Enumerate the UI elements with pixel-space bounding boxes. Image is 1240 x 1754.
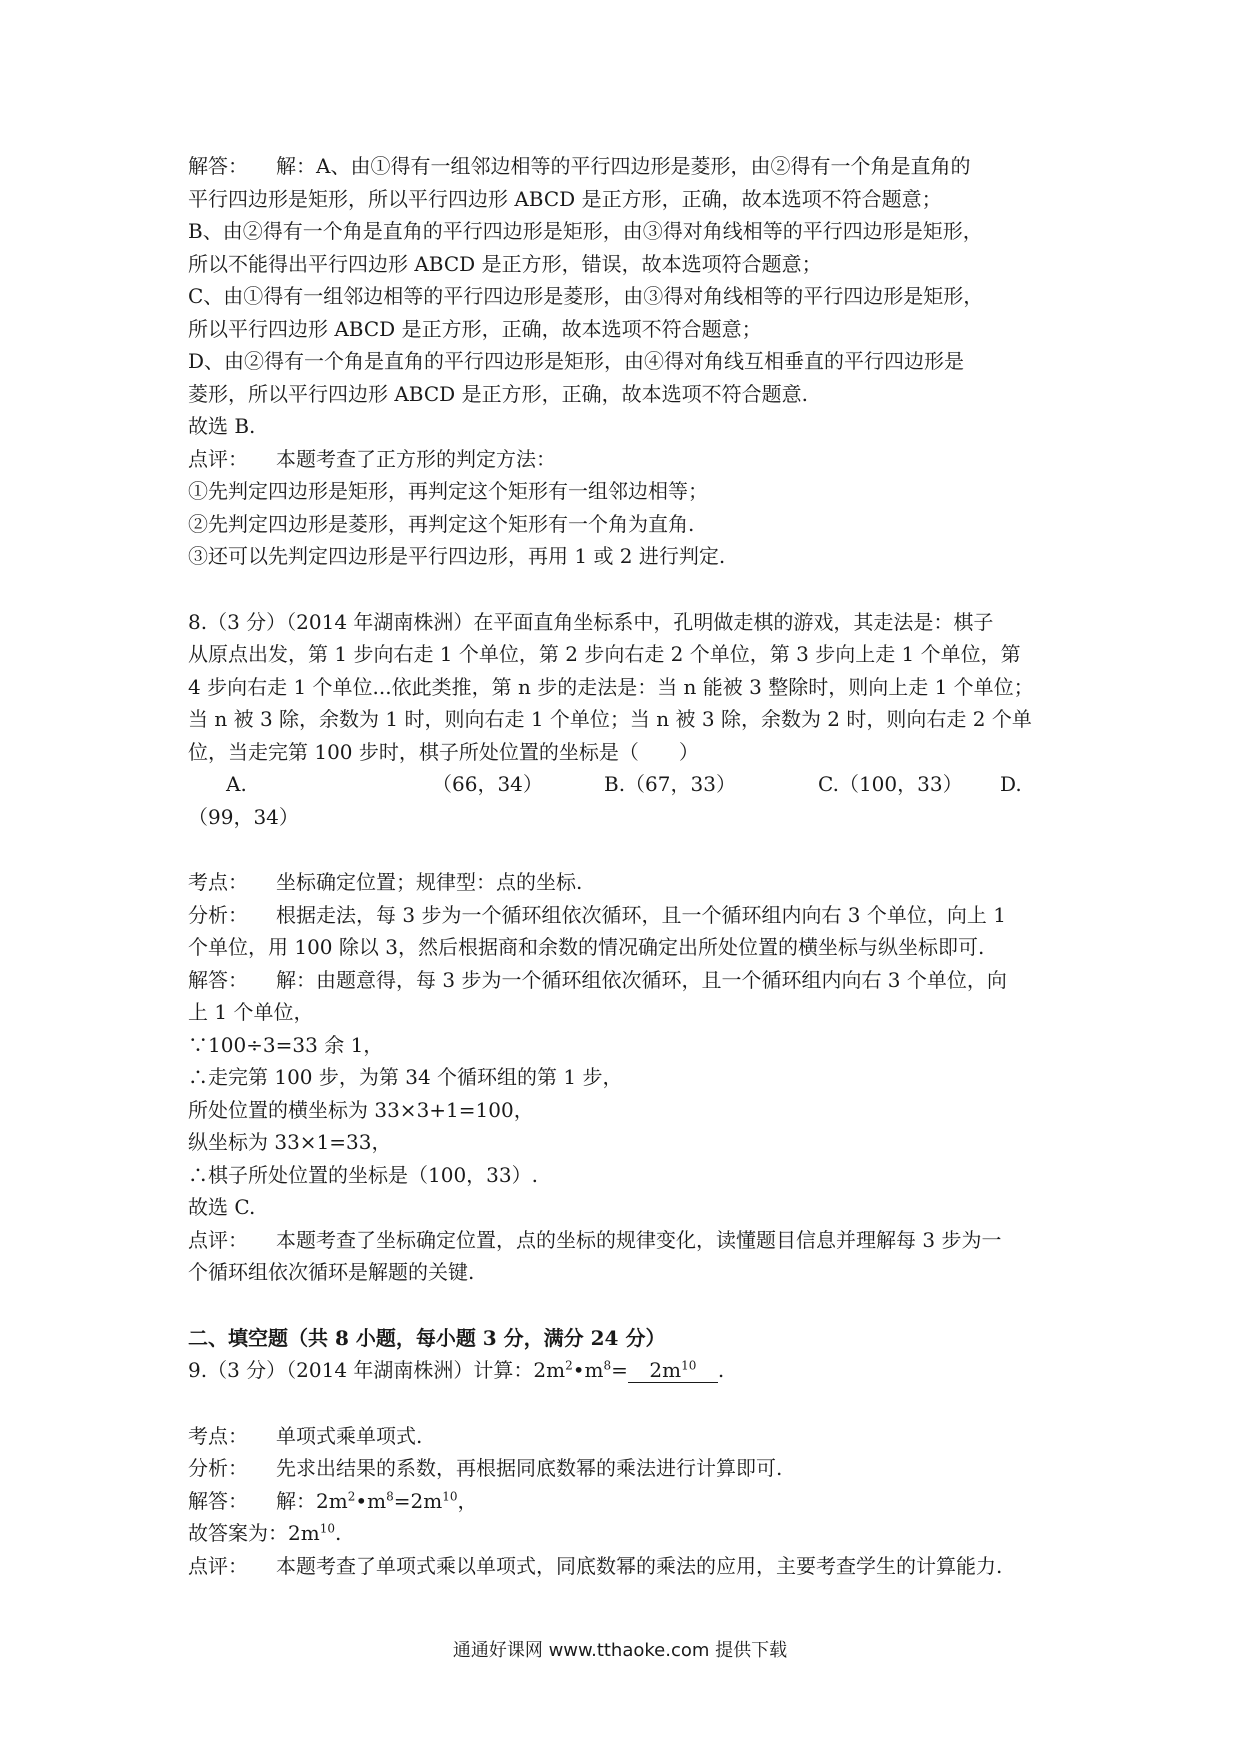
q7-comment-text: 本题考查了正方形的判定方法： — [276, 446, 556, 471]
q8-option-a-label: A. — [226, 772, 247, 796]
q9-comment-label: 点评： — [188, 1553, 248, 1578]
q8-answer-line-3: ∵100÷3=33 余 1， — [188, 1032, 384, 1057]
q8-analysis-text: 根据走法，每 3 步为一个循环组依次循环，且一个循环组内向右 3 个单位，向上 1 — [276, 902, 1006, 927]
q8-stem-line-4: 当 n 被 3 除，余数为 1 时，则向右走 1 个单位；当 n 被 3 除，余数为 2 时，则向右走 2 个单 — [188, 707, 1032, 731]
q8-comment-line-1 — [188, 1224, 1058, 1257]
q9-answer-exp-1: 2 — [347, 1488, 356, 1503]
q9-analysis-line — [188, 1452, 1058, 1485]
q8-analysis-line-1 — [188, 899, 1058, 932]
q9-answer-blank — [628, 1358, 718, 1383]
q8-choice: 故选 C. — [188, 1195, 256, 1219]
q7-answer-label: 解答： — [188, 154, 248, 178]
section-title: 二、填空题（共 8 小题，每小题 3 分，满分 24 分） — [188, 1325, 666, 1350]
q8-answer-line-2: 上 1 个单位， — [188, 1000, 314, 1024]
q8-comment-label: 点评： — [188, 1227, 248, 1252]
q9-comment-text: 本题考查了单项式乘以单项式，同底数幂的乘法的应用，主要考查学生的计算能力. — [276, 1553, 1003, 1578]
q9-bullet: •m — [572, 1358, 604, 1382]
q7-comment-line-2: ①先判定四边形是矩形，再判定这个矩形有一组邻边相等； — [188, 479, 708, 503]
q8-answer-line-4: ∴走完第 100 步，为第 34 个循环组的第 1 步， — [188, 1065, 623, 1089]
q8-comment-line-2: 个循环组依次循环是解题的关键. — [188, 1260, 475, 1284]
q9-exp-1: 2 — [565, 1358, 573, 1373]
q9-answer-line — [188, 1485, 1058, 1518]
q9-stem-text: 9.（3 分）（2014 年湖南株洲）计算：2m — [188, 1358, 566, 1382]
q9-analysis-text: 先求出结果的系数，再根据同底数幂的乘法进行计算即可. — [276, 1456, 783, 1480]
q7-answer-line-7: D、由②得有一个角是直角的平行四边形是矩形，由④得对角线互相垂直的平行四边形是 — [188, 349, 965, 373]
q9-final-a: 故答案为：2m — [188, 1521, 320, 1545]
q9-answer-b: •m — [355, 1488, 387, 1513]
footer-text: 通通好课网 www.tthaoke.com 提供下载 — [452, 1640, 788, 1661]
q8-option-c: C.（100，33） — [818, 772, 963, 796]
q7-answer-line-4: 所以不能得出平行四边形 ABCD 是正方形，错误，故本选项符合题意； — [188, 251, 822, 276]
q7-answer-line-6: 所以平行四边形 ABCD 是正方形，正确，故本选项不符合题意； — [188, 316, 762, 341]
q7-answer-line-3: B、由②得有一个角是直角的平行四边形是矩形，由③得对角线相等的平行四边形是矩形， — [188, 219, 983, 243]
q8-analysis-label: 分析： — [188, 902, 248, 927]
q9-answer-a: 解：2m — [276, 1488, 348, 1513]
q8-option-a-value: （66，34） — [432, 772, 543, 796]
q9-final-b: . — [334, 1521, 342, 1545]
q8-stem-line-5: 位，当走完第 100 步时，棋子所处位置的坐标是（ ） — [188, 739, 699, 764]
q9-point-text: 单项式乘单项式. — [276, 1423, 423, 1448]
q9-comment-line — [188, 1550, 1058, 1583]
q8-options-line — [188, 768, 1058, 801]
q9-blank-base: 2m — [649, 1358, 682, 1382]
q7-answer-line-2: 平行四边形是矩形，所以平行四边形 ABCD 是正方形，正确，故本选项不符合题意； — [188, 186, 942, 211]
q8-point-label: 考点： — [188, 870, 248, 894]
q9-answer-label: 解答： — [188, 1488, 248, 1513]
q8-answer-line-1 — [188, 964, 1058, 997]
q9-period: . — [717, 1358, 725, 1382]
q8-option-d-label: D. — [1000, 772, 1022, 796]
q8-stem-line-2: 从原点出发，第 1 步向右走 1 个单位，第 2 步向右走 2 个单位，第 3 步向上走 1 个单位，第 — [188, 642, 1021, 666]
q8-answer-text: 解：由题意得，每 3 步为一个循环组依次循环，且一个循环组内向右 3 个单位，向 — [276, 967, 1007, 992]
q9-answer-d: ， — [457, 1488, 478, 1513]
q9-final-line — [188, 1517, 1058, 1550]
q8-answer-line-5: 所处位置的横坐标为 33×3+1=100， — [188, 1097, 534, 1122]
q9-point-label: 考点： — [188, 1423, 248, 1448]
q7-answer-text: 解：A、由①得有一组邻边相等的平行四边形是菱形，由②得有一个角是直角的 — [276, 154, 971, 178]
q7-comment-line-4: ③还可以先判定四边形是平行四边形，再用 1 或 2 进行判定. — [188, 544, 726, 568]
q9-answer-exp-2: 8 — [386, 1488, 394, 1503]
q8-analysis-line-2: 个单位，用 100 除以 3，然后根据商和余数的情况确定出所处位置的横坐标与纵坐标即可. — [188, 935, 985, 959]
q9-stem — [188, 1354, 1058, 1387]
q9-final-exp: 10 — [319, 1521, 335, 1536]
q9-blank-exp: 10 — [681, 1358, 697, 1373]
q8-stem-line-1: 8.（3 分）（2014 年湖南株洲）在平面直角坐标系中，孔明做走棋的游戏，其走法是：棋子 — [188, 609, 994, 634]
q7-comment-line-1 — [188, 443, 1058, 476]
q9-answer-c: =2m — [393, 1488, 443, 1513]
q8-answer-line-6: 纵坐标为 33×1=33， — [188, 1130, 392, 1154]
q7-answer-line-1 — [188, 150, 1058, 183]
q9-analysis-label: 分析： — [188, 1456, 248, 1480]
q7-comment-line-3: ②先判定四边形是菱形，再判定这个矩形有一个角为直角. — [188, 511, 695, 536]
q9-answer-exp-3: 10 — [442, 1488, 458, 1503]
q8-option-b: B.（67，33） — [604, 772, 736, 796]
q8-point-line — [188, 866, 1058, 899]
q9-equals: = — [611, 1358, 628, 1382]
q8-comment-text: 本题考查了坐标确定位置，点的坐标的规律变化，读懂题目信息并理解每 3 步为一 — [276, 1227, 1002, 1252]
document-page — [188, 150, 1058, 1582]
q7-choice: 故选 B. — [188, 414, 256, 438]
q7-comment-label: 点评： — [188, 446, 248, 471]
q8-stem-line-3: 4 步向右走 1 个单位...依此类推，第 n 步的走法是：当 n 能被 3 整除时，则向上走 1 个单位； — [188, 674, 1034, 699]
q8-answer-line-7: ∴棋子所处位置的坐标是（100，33）. — [188, 1162, 538, 1187]
q9-exp-2: 8 — [603, 1358, 612, 1373]
q8-point-text: 坐标确定位置；规律型：点的坐标. — [276, 870, 583, 894]
q8-option-d-value: （99，34） — [188, 804, 299, 829]
q7-answer-line-8: 菱形，所以平行四边形 ABCD 是正方形，正确，故本选项不符合题意. — [188, 381, 808, 406]
q7-answer-line-5: C、由①得有一组邻边相等的平行四边形是菱形，由③得对角线相等的平行四边形是矩形， — [188, 284, 984, 308]
q8-answer-label: 解答： — [188, 967, 248, 992]
q9-point-line — [188, 1420, 1058, 1453]
